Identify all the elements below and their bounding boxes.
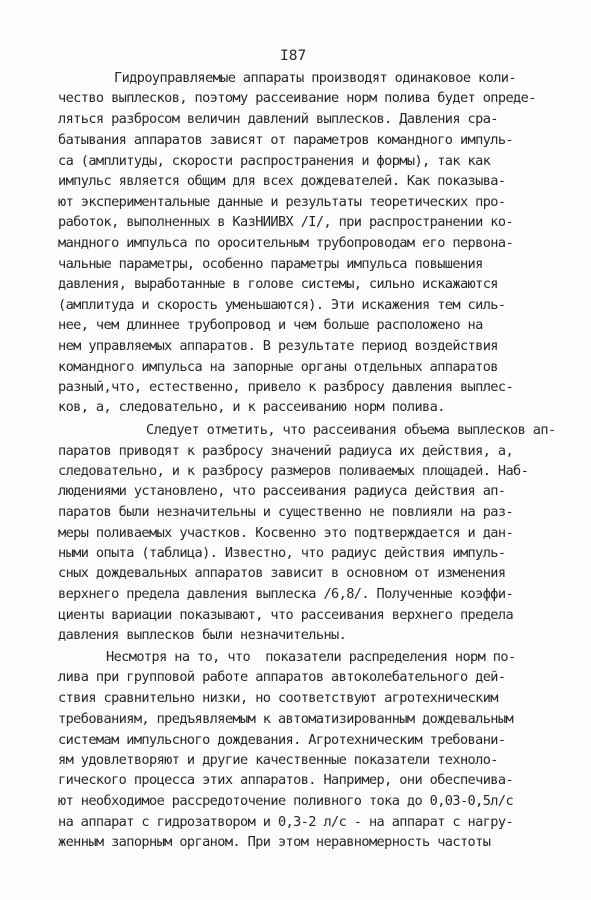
text-line: командного импульса на запорные органы отдельных аппаратов bbox=[58, 359, 498, 375]
text-line: батывания аппаратов зависят от параметров командного импуль- bbox=[58, 132, 514, 148]
text-line: разный,что, естественно, привело к разбросу давления выплес- bbox=[58, 379, 514, 395]
text-line: лива при групповой работе аппаратов автоколебательного дей- bbox=[58, 669, 506, 685]
text-line: чальные параметры, особенно параметры импульса повышения bbox=[58, 256, 483, 272]
text-line: Гидроуправляемые аппараты производят одинаковое коли- bbox=[114, 70, 516, 86]
text-line: ляться разбросом величин давлений выплесков. Давления сра- bbox=[58, 111, 498, 127]
text-line: ков, а, следовательно, и к рассеиванию норм полива. bbox=[58, 399, 445, 415]
text-line: меры поливаемых участков. Косвенно это подтверждается и дан- bbox=[58, 525, 514, 541]
text-line: Несмотря на то, что показатели распределения норм по- bbox=[106, 649, 516, 665]
text-line: на аппарат с гидрозатвором и 0,3-2 л/с - на аппарат с нагру- bbox=[58, 814, 514, 830]
text-line: ными опыта (таблица). Известно, что радиус действия импуль- bbox=[58, 545, 506, 561]
page-number: I87 bbox=[280, 48, 307, 64]
text-line: паратов были незначительны и существенно не повлияли на раз- bbox=[58, 504, 514, 520]
text-line: ют необходимое рассредоточение поливного тока до 0,03-0,5л/с bbox=[58, 793, 514, 809]
text-line: мандного импульса по оросительным трубопроводам его первона- bbox=[58, 235, 514, 251]
text-line: женным запорным органом. При этом неравномерность частоты bbox=[58, 834, 491, 850]
text-line: ствия сравнительно низки, но соответствуют агротехническим bbox=[58, 690, 498, 706]
text-line: гического процесса этих аппаратов. Например, они обеспечива- bbox=[58, 772, 514, 788]
text-line: требованиям, предъявляемым к автоматизированным дождевальным bbox=[58, 711, 514, 727]
text-line: верхнего предела давления выплеска /6,8/. Полученные коэффи- bbox=[58, 586, 514, 602]
text-line: Следует отметить, что рассеивания объема выплесков ап- bbox=[146, 422, 556, 438]
text-line: сных дождевальных аппаратов зависит в основном от изменения bbox=[58, 565, 506, 581]
text-line: чество выплесков, поэтому рассеивание норм полива будет опреде- bbox=[58, 90, 536, 106]
text-line: работок, выполненных в КазНИИВХ /I/, при распространении ко- bbox=[58, 214, 514, 230]
text-line: (амплитуда и скорость уменьшаются). Эти искажения тем силь- bbox=[58, 297, 506, 313]
text-line: нем управляемых аппаратов. В результате период воздействия bbox=[58, 338, 498, 354]
text-line: ют экспериментальные данные и результаты теоретических про- bbox=[58, 194, 506, 210]
text-line: системам импульсного дождевания. Агротехническим требовани- bbox=[58, 732, 506, 748]
text-line: импульс является общим для всех дождевателей. Как показыва- bbox=[58, 173, 506, 189]
text-line: са (амплитуды, скорости распространения и формы), так как bbox=[58, 153, 491, 169]
text-line: циенты вариации показывают, что рассеивания верхнего предела bbox=[58, 607, 514, 623]
text-line: следовательно, и к разбросу размеров поливаемых площадей. Наб- bbox=[58, 463, 529, 479]
text-line: давления, выработанные в голове системы, сильно искажаются bbox=[58, 276, 498, 292]
text-line: давления выплесков были незначительны. bbox=[58, 627, 347, 643]
text-line: ям удовлетворяют и другие качественные показатели техноло- bbox=[58, 752, 498, 768]
text-line: людениями установлено, что рассеивания радиуса действия ап- bbox=[58, 483, 506, 499]
text-line: паратов приводят к разбросу значений радиуса их действия, а, bbox=[58, 443, 514, 459]
text-line: нее, чем длиннее трубопровод и чем больше расположено на bbox=[58, 317, 483, 333]
